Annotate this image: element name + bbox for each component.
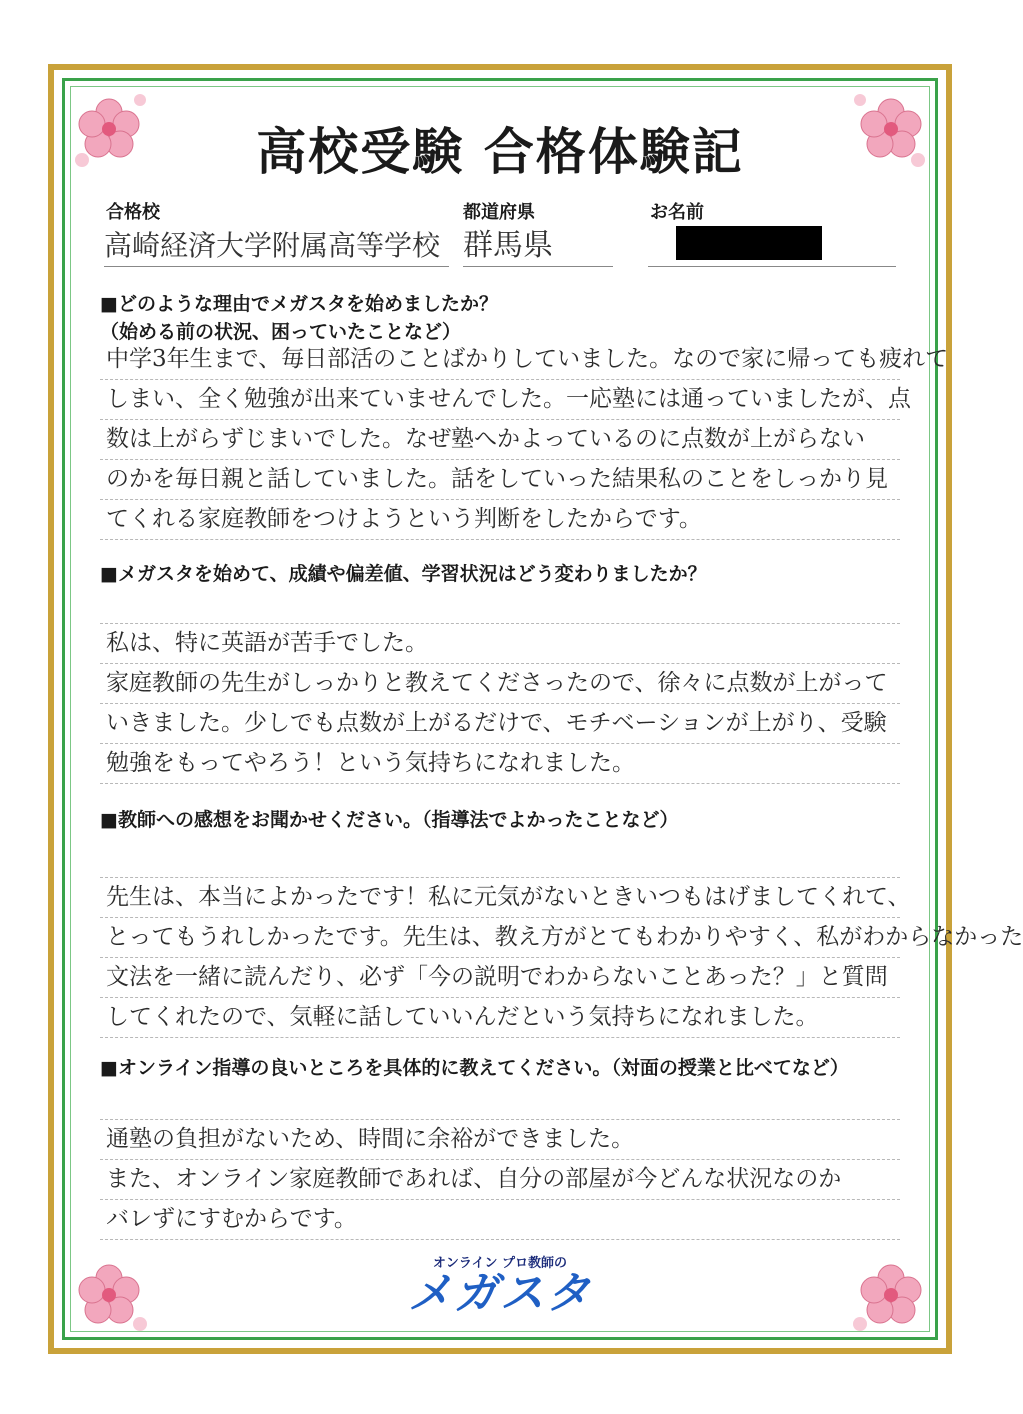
answer-line: 私は、特に英語が苦手でした。 — [100, 624, 900, 664]
question-3-heading: ■教師への感想をお聞かせください。（指導法でよかったことなど） — [100, 809, 679, 831]
page-title: 高校受験 合格体験記 — [256, 122, 744, 181]
answer-line: 家庭教師の先生がしっかりと教えてくださったので、徐々に点数が上がって — [100, 664, 900, 704]
answer-line: 通塾の負担がないため、時間に余裕ができました。 — [100, 1120, 900, 1160]
answer-line: してくれたので、気軽に話していいんだという気持ちになれました。 — [100, 998, 900, 1038]
answer-line: とってもうれしかったです。先生は、教え方がとてもわかりやすく、私がわからなかった — [100, 918, 900, 958]
question-2-heading: ■メガスタを始めて、成績や偏差値、学習状況はどう変わりましたか？ — [100, 563, 707, 585]
answer-2-lines — [100, 584, 900, 784]
answer-line: てくれる家庭教師をつけようという判断をしたからです。 — [100, 500, 900, 540]
answer-line — [100, 584, 900, 624]
answer-line — [100, 1080, 900, 1120]
answer-4-lines — [100, 1080, 900, 1240]
answer-line: 先生は、本当によかったです！私に元気がないときいつもはげましてくれて、 — [100, 878, 900, 918]
answer-line: のかを毎日親と話していました。話をしていった結果私のことをしっかり見 — [100, 460, 900, 500]
answer-1-lines — [100, 340, 949, 540]
school-value: 高崎経済大学附属高等学校 — [104, 228, 449, 267]
answer-line: 数は上がらずじまいでした。なぜ塾へかよっているのに点数が上がらない — [100, 420, 900, 460]
answer-line: 中学3年生まで、毎日部活のことばかりしていました。なので家に帰っても疲れて — [100, 340, 900, 380]
question-1-heading: ■どのような理由でメガスタを始めましたか？ （始める前の状況、困っていたことなど） — [100, 293, 498, 343]
prefecture-label: 都道府県 — [463, 202, 535, 223]
answer-line — [100, 838, 900, 878]
prefecture-value: 群馬県 — [463, 228, 613, 267]
school-label: 合格校 — [106, 202, 160, 223]
name-label: お名前 — [650, 202, 704, 223]
answer-line: しまい、全く勉強が出来ていませんでした。一応塾には通っていましたが、点 — [100, 380, 900, 420]
logo-wordmark: メガスタ — [408, 1268, 592, 1319]
megasta-logo — [0, 1252, 1000, 1317]
answer-line: 勉強をもってやろう！という気持ちになれました。 — [100, 744, 900, 784]
answer-3-lines — [100, 838, 1023, 1038]
question-4-heading: ■オンライン指導の良いところを具体的に教えてください。（対面の授業と比べてなど） — [100, 1057, 849, 1079]
answer-line: バレずにすむからです。 — [100, 1200, 900, 1240]
redacted-name — [676, 226, 822, 260]
answer-line: また、オンライン家庭教師であれば、自分の部屋が今どんな状況なのか — [100, 1160, 900, 1200]
logo-tagline: オンライン プロ教師の — [432, 1256, 568, 1271]
answer-line: いきました。少しでも点数が上がるだけで、モチベーションが上がり、受験 — [100, 704, 900, 744]
answer-line: 文法を一緒に読んだり、必ず「今の説明でわからないことあった？」と質問 — [100, 958, 900, 998]
